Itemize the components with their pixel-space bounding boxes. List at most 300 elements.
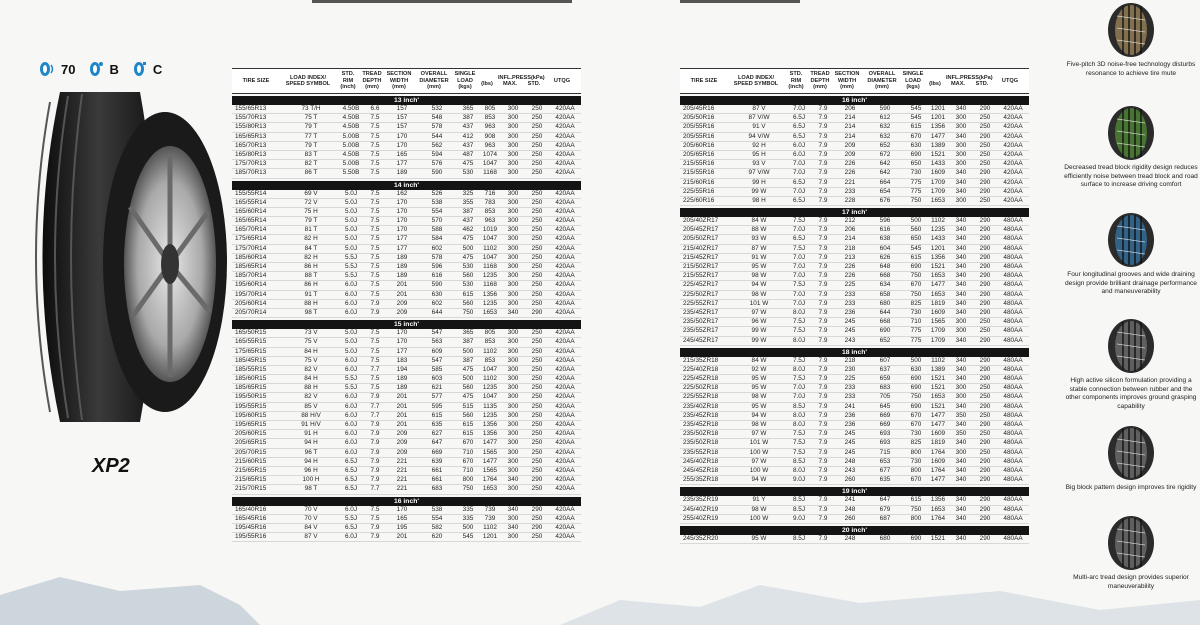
table-cell: 480AA (1003, 393, 1023, 401)
table-cell: 1356 (930, 253, 946, 261)
tread-pattern-icon (1107, 515, 1155, 571)
table-cell: 634 (879, 281, 891, 289)
table-cell: 1709 (930, 336, 946, 344)
table-cell: 250 (531, 169, 543, 177)
table-row (232, 476, 581, 485)
table-cell: 81 T (304, 226, 318, 234)
table-cell: 290 (979, 457, 991, 465)
table-cell: 1389 (930, 141, 946, 149)
table-cell: 1235 (482, 411, 498, 419)
table-cell: 7.5 (370, 207, 380, 215)
table-cell: 7.9 (818, 496, 828, 504)
table-cell: 250 (531, 141, 543, 149)
table-cell: 165/55R15 (235, 338, 267, 346)
table-cell: 8.5J (792, 505, 806, 513)
table-cell: 6.0J (344, 505, 358, 513)
table-cell: 7.0J (792, 393, 806, 401)
table-cell: 420AA (1003, 141, 1023, 149)
table-cell: 300 (507, 263, 519, 270)
table-cell: 215/55R16 (683, 169, 715, 177)
table-cell: 205/55R16 (683, 132, 715, 140)
table-cell: 664 (879, 178, 891, 186)
table-cell: 420AA (555, 123, 575, 131)
table-cell: 480AA (1003, 505, 1023, 513)
column-header: STD. RIM (inch) (788, 71, 804, 91)
table-cell: 250 (531, 393, 543, 401)
table-cell: 5.5J (344, 514, 358, 522)
table-cell: 8.0J (792, 365, 806, 373)
table-cell: 554 (431, 514, 443, 522)
table-cell: 5.00B (342, 160, 360, 168)
table-cell: 609 (431, 347, 443, 355)
table-cell: 7.9 (818, 393, 828, 401)
table-cell: 157 (396, 123, 408, 131)
rim-size-section-header: 15 inch' (232, 320, 581, 329)
table-cell: 420AA (555, 356, 575, 364)
table-cell: 480AA (1003, 253, 1023, 261)
table-cell: 680 (879, 534, 891, 542)
table-cell: 1389 (930, 365, 946, 373)
table-cell: 235/55ZR18 (683, 448, 719, 456)
table-cell: 1201 (930, 114, 946, 122)
table-cell: 165 (396, 150, 408, 158)
table-cell: 205/70R15 (235, 448, 267, 456)
table-cell: 355 (462, 198, 474, 206)
table-cell: 7.0J (792, 105, 806, 112)
table-cell: 1565 (930, 318, 946, 326)
table-row (680, 449, 1029, 458)
table-cell: 185/60R15 (235, 375, 267, 383)
table-cell: 290 (979, 496, 991, 504)
table-row (680, 291, 1029, 300)
table-cell: 7.0J (792, 272, 806, 280)
noise-tire-icon (38, 60, 56, 78)
table-row (232, 226, 581, 235)
table-cell: 236 (844, 411, 856, 419)
table-row (680, 142, 1029, 151)
table-cell: 260 (844, 476, 856, 484)
table-cell: 290 (979, 421, 991, 428)
table-cell: 195 (396, 523, 408, 531)
table-cell: 6.0J (344, 533, 358, 541)
table-cell: 5.0J (344, 217, 358, 225)
table-cell: 165/45R16 (235, 514, 267, 522)
table-row (232, 199, 581, 208)
rim-size-section-header: 14 inch' (232, 181, 581, 190)
table-cell: 1356 (482, 290, 498, 298)
table-cell: 480AA (1003, 375, 1023, 383)
table-cell: 215/50ZR17 (683, 263, 719, 270)
table-cell: 300 (507, 430, 519, 438)
table-cell: 250 (531, 430, 543, 438)
table-cell: 616 (431, 272, 443, 280)
table-cell: 97 W (751, 308, 767, 316)
table-cell: 340 (955, 132, 967, 140)
table-row (680, 197, 1029, 206)
table-cell: 215/65R15 (235, 466, 267, 474)
table-cell: 205/50ZR17 (683, 235, 719, 243)
table-cell: 560 (462, 299, 474, 307)
table-cell: 683 (431, 485, 443, 493)
table-cell: 87 V/W (748, 114, 770, 122)
table-cell: 462 (462, 226, 474, 234)
table-cell: 98 T (304, 485, 318, 493)
table-cell: 1433 (930, 160, 946, 168)
tread-pattern-icon (1107, 105, 1155, 161)
feature-column (1062, 0, 1200, 625)
table-cell: 7.5 (370, 169, 380, 177)
table-cell: 690 (879, 327, 891, 335)
table-cell: 170 (396, 338, 408, 346)
table-cell: 94 H (304, 457, 318, 465)
table-cell: 6.0J (344, 365, 358, 373)
table-cell: 5.0J (344, 207, 358, 215)
table-cell: 290 (979, 534, 991, 542)
table-cell: 290 (979, 235, 991, 243)
table-cell: 627 (431, 430, 443, 438)
table-cell: 91 H/V (301, 421, 321, 428)
table-cell: 205/65R15 (235, 439, 267, 447)
table-cell: 7.7 (370, 411, 380, 419)
table-cell: 97 V/W (748, 169, 770, 177)
table-cell: 225 (844, 375, 856, 383)
table-cell: 805 (484, 329, 496, 337)
table-cell: 7.9 (818, 217, 828, 225)
table-cell: 6.0J (344, 448, 358, 456)
table-cell: 165/65R13 (235, 132, 267, 140)
table-cell: 626 (879, 253, 891, 261)
table-cell: 290 (979, 105, 991, 112)
table-cell: 639 (431, 457, 443, 465)
table-cell: 420AA (1003, 150, 1023, 158)
table-cell: 7.0J (792, 263, 806, 270)
table-cell: 420AA (555, 189, 575, 197)
table-cell: 420AA (555, 160, 575, 168)
table-cell: 420AA (555, 141, 575, 149)
table-cell: 710 (462, 466, 474, 474)
table-cell: 480AA (1003, 290, 1023, 298)
table-cell: 6.0J (344, 411, 358, 419)
table-cell: 290 (531, 308, 543, 316)
table-cell: 7.9 (370, 457, 380, 465)
table-cell: 500 (910, 217, 922, 225)
table-cell: 1653 (930, 272, 946, 280)
table-cell: 5.5J (344, 375, 358, 383)
table-row (232, 190, 581, 199)
table-cell: 170 (396, 217, 408, 225)
table-cell: 661 (431, 466, 443, 474)
table-cell: 7.9 (818, 105, 828, 112)
table-cell: 300 (507, 329, 519, 337)
table-cell: 690 (910, 263, 922, 270)
table-cell: 101 W (749, 439, 769, 447)
table-cell: 5.00B (342, 132, 360, 140)
table-cell: 420AA (555, 533, 575, 541)
table-header (680, 68, 1029, 94)
table-cell: 225/55ZR17 (683, 299, 719, 307)
table-cell: 1168 (483, 169, 497, 177)
table-cell: 195/45R16 (235, 523, 267, 531)
table-cell: 86 H (304, 281, 318, 289)
table-row (232, 439, 581, 448)
table-cell: 603 (431, 375, 443, 383)
table-cell: 1047 (482, 235, 498, 243)
table-cell: 225 (844, 281, 856, 289)
table-cell: 221 (844, 178, 856, 186)
table-row (232, 309, 581, 318)
table-row (680, 318, 1029, 327)
table-cell: 243 (844, 466, 856, 474)
table-cell: 7.5 (370, 132, 380, 140)
table-cell: 170 (396, 132, 408, 140)
table-cell: 260 (844, 514, 856, 522)
table-cell: 100 W (749, 448, 769, 456)
table-cell: 300 (507, 217, 519, 225)
table-cell: 183 (396, 356, 408, 364)
table-cell: 7.9 (818, 114, 828, 122)
table-cell: 245 (844, 439, 856, 447)
table-cell: 7.0J (792, 160, 806, 168)
table-cell: 300 (507, 150, 519, 158)
feature-description: Five-pitch 3D noise-free technology disturbs resonance to achieve tire mute (1066, 61, 1196, 77)
table-cell: 245/45ZR17 (683, 336, 719, 344)
table-cell: 1609 (930, 430, 946, 438)
table-cell: 8.0J (792, 421, 806, 428)
table-cell: 245 (844, 327, 856, 335)
table-cell: 7.9 (818, 430, 828, 438)
table-cell: 87 V (752, 105, 766, 112)
table-cell: 5.0J (344, 329, 358, 337)
table-cell: 300 (507, 457, 519, 465)
table-cell: 1433 (930, 235, 946, 243)
table-cell: 1102 (483, 244, 497, 252)
rim-size-section-header: 17 inch' (680, 208, 1029, 217)
table-cell: 340 (955, 263, 967, 270)
table-cell: 475 (462, 235, 474, 243)
table-cell: 96 H (304, 466, 318, 474)
table-cell: 750 (910, 393, 922, 401)
table-cell: 420AA (555, 253, 575, 261)
table-cell: 201 (396, 290, 408, 298)
table-cell: 91 H (304, 430, 318, 438)
table-row (680, 412, 1029, 421)
table-cell: 775 (910, 327, 922, 335)
table-cell: 670 (462, 457, 474, 465)
table-cell: 250 (531, 299, 543, 307)
table-cell: 165/70R14 (235, 226, 267, 234)
table-cell: 170 (396, 198, 408, 206)
table-cell: 420AA (555, 439, 575, 447)
table-cell: 1521 (930, 375, 946, 383)
table-cell: 635 (879, 476, 891, 484)
table-cell: 189 (396, 272, 408, 280)
table-cell: 480AA (1003, 534, 1023, 542)
table-cell: 420AA (1003, 123, 1023, 131)
table-row (232, 524, 581, 533)
table-row (680, 467, 1029, 476)
table-cell: 480AA (1003, 448, 1023, 456)
table-cell: 677 (879, 466, 891, 474)
table-cell: 420AA (1003, 187, 1023, 195)
table-cell: 676 (879, 196, 891, 204)
table-cell: 672 (879, 150, 891, 158)
table-cell: 7.9 (818, 150, 828, 158)
table-cell: 645 (879, 402, 891, 410)
table-cell: 750 (462, 308, 474, 316)
table-row (680, 151, 1029, 160)
table-cell: 7.5J (792, 217, 806, 225)
table-cell: 205/45R16 (683, 105, 715, 112)
table-cell: 7.9 (818, 411, 828, 419)
table-cell: 214 (844, 114, 856, 122)
table-cell: 300 (507, 375, 519, 383)
table-cell: 185/65R14 (235, 263, 267, 270)
table-cell: 290 (979, 308, 991, 316)
table-cell: 590 (431, 281, 443, 289)
table-cell: 7.5J (792, 448, 806, 456)
table-cell: 420AA (555, 308, 575, 316)
table-cell: 630 (431, 290, 443, 298)
tread-pattern-icon (1107, 425, 1155, 481)
table-cell: 669 (879, 421, 891, 428)
table-cell: 602 (431, 244, 443, 252)
table-cell: 86 T (304, 169, 318, 177)
table-cell: 480AA (1003, 244, 1023, 252)
table-cell: 165/70R13 (235, 141, 267, 149)
table-cell: 96 T (304, 448, 318, 456)
column-header: TIRE SIZE (690, 77, 718, 84)
table-cell: 205/60R15 (235, 430, 267, 438)
table-cell: 544 (431, 132, 443, 140)
table-cell: 170 (396, 207, 408, 215)
table-cell: 250 (531, 338, 543, 346)
table-cell: 215/65R15 (235, 476, 267, 484)
table-cell: 1102 (483, 347, 497, 355)
table-cell: 225/45ZR18 (683, 375, 719, 383)
table-cell: 420AA (1003, 169, 1023, 177)
table-cell: 300 (507, 244, 519, 252)
table-cell: 7.5 (370, 217, 380, 225)
table-cell: 690 (910, 150, 922, 158)
table-cell: 825 (910, 439, 922, 447)
table-cell: 582 (431, 523, 443, 531)
table-cell: 250 (531, 217, 543, 225)
table-cell: 245/40ZR18 (683, 457, 719, 465)
table-cell: 420AA (555, 365, 575, 373)
table-cell: 420AA (1003, 160, 1023, 168)
table-cell: 300 (955, 123, 967, 131)
table-cell: 1565 (482, 448, 498, 456)
table-cell: 420AA (555, 150, 575, 158)
table-cell: 162 (396, 189, 408, 197)
table-cell: 6.0J (344, 299, 358, 307)
table-cell: 480AA (1003, 476, 1023, 484)
table-cell: 7.5 (370, 123, 380, 131)
table-cell: 669 (431, 448, 443, 456)
table-cell: 420AA (555, 235, 575, 243)
table-cell: 7.9 (818, 457, 828, 465)
table-cell: 165/65R14 (235, 217, 267, 225)
tread-pattern-icon (1107, 212, 1155, 268)
table-row (680, 263, 1029, 272)
table-cell: 300 (507, 281, 519, 289)
table-cell: 1201 (930, 244, 946, 252)
table-cell: 340 (955, 235, 967, 243)
table-row (232, 403, 581, 412)
table-cell: 290 (979, 263, 991, 270)
table-cell: 5.00B (342, 141, 360, 149)
table-cell: 1709 (930, 178, 946, 186)
table-cell: 1477 (930, 411, 946, 419)
table-cell: 209 (396, 299, 408, 307)
table-cell: 480AA (1003, 514, 1023, 522)
table-row (232, 506, 581, 515)
table-cell: 250 (531, 439, 543, 447)
table-cell: 300 (507, 189, 519, 197)
table-cell: 290 (531, 505, 543, 513)
table-cell: 290 (979, 178, 991, 186)
table-cell: 612 (879, 114, 891, 122)
table-cell: 480AA (1003, 457, 1023, 465)
table-cell: 340 (507, 476, 519, 484)
table-cell: 500 (910, 356, 922, 364)
table-row (232, 338, 581, 347)
table-cell: 647 (879, 496, 891, 504)
table-cell: 79 T (304, 217, 318, 225)
table-cell: 615 (462, 430, 474, 438)
table-cell: 95 W (751, 263, 767, 270)
top-rule (680, 0, 800, 3)
table-cell: 530 (462, 169, 474, 177)
table-cell: 175/65R14 (235, 235, 267, 243)
table-cell: 563 (431, 338, 443, 346)
table-row (232, 263, 581, 272)
table-row (232, 281, 581, 290)
table-cell: 710 (910, 318, 922, 326)
table-cell: 480AA (1003, 226, 1023, 234)
table-cell: 8.0J (792, 308, 806, 316)
table-cell: 7.9 (818, 318, 828, 326)
table-cell: 6.5J (344, 476, 358, 484)
table-cell: 615 (462, 421, 474, 428)
table-cell: 340 (955, 187, 967, 195)
table-cell: 693 (879, 430, 891, 438)
table-cell: 1102 (483, 375, 497, 383)
table-cell: 7.9 (818, 160, 828, 168)
table-cell: 750 (910, 196, 922, 204)
table-cell: 7.7 (370, 402, 380, 410)
table-cell: 73 V (304, 329, 318, 337)
table-cell: 5.0J (344, 198, 358, 206)
table-cell: 300 (507, 365, 519, 373)
table-cell: 155/80R13 (235, 123, 267, 131)
table-cell: 250 (531, 457, 543, 465)
table-cell: 98 W (751, 393, 767, 401)
table-cell: 5.0J (344, 338, 358, 346)
table-cell: 570 (431, 217, 443, 225)
wet-grip-icon (86, 60, 104, 78)
table-cell: 7.9 (818, 534, 828, 542)
table-cell: 739 (484, 514, 496, 522)
table-cell: 201 (396, 281, 408, 289)
table-cell: 420AA (555, 485, 575, 493)
table-cell: 1356 (482, 430, 498, 438)
table-cell: 1653 (482, 308, 498, 316)
table-cell: 235/45ZR18 (683, 421, 719, 428)
table-cell: 7.5 (370, 272, 380, 280)
table-cell: 7.9 (818, 476, 828, 484)
table-cell: 654 (879, 187, 891, 195)
